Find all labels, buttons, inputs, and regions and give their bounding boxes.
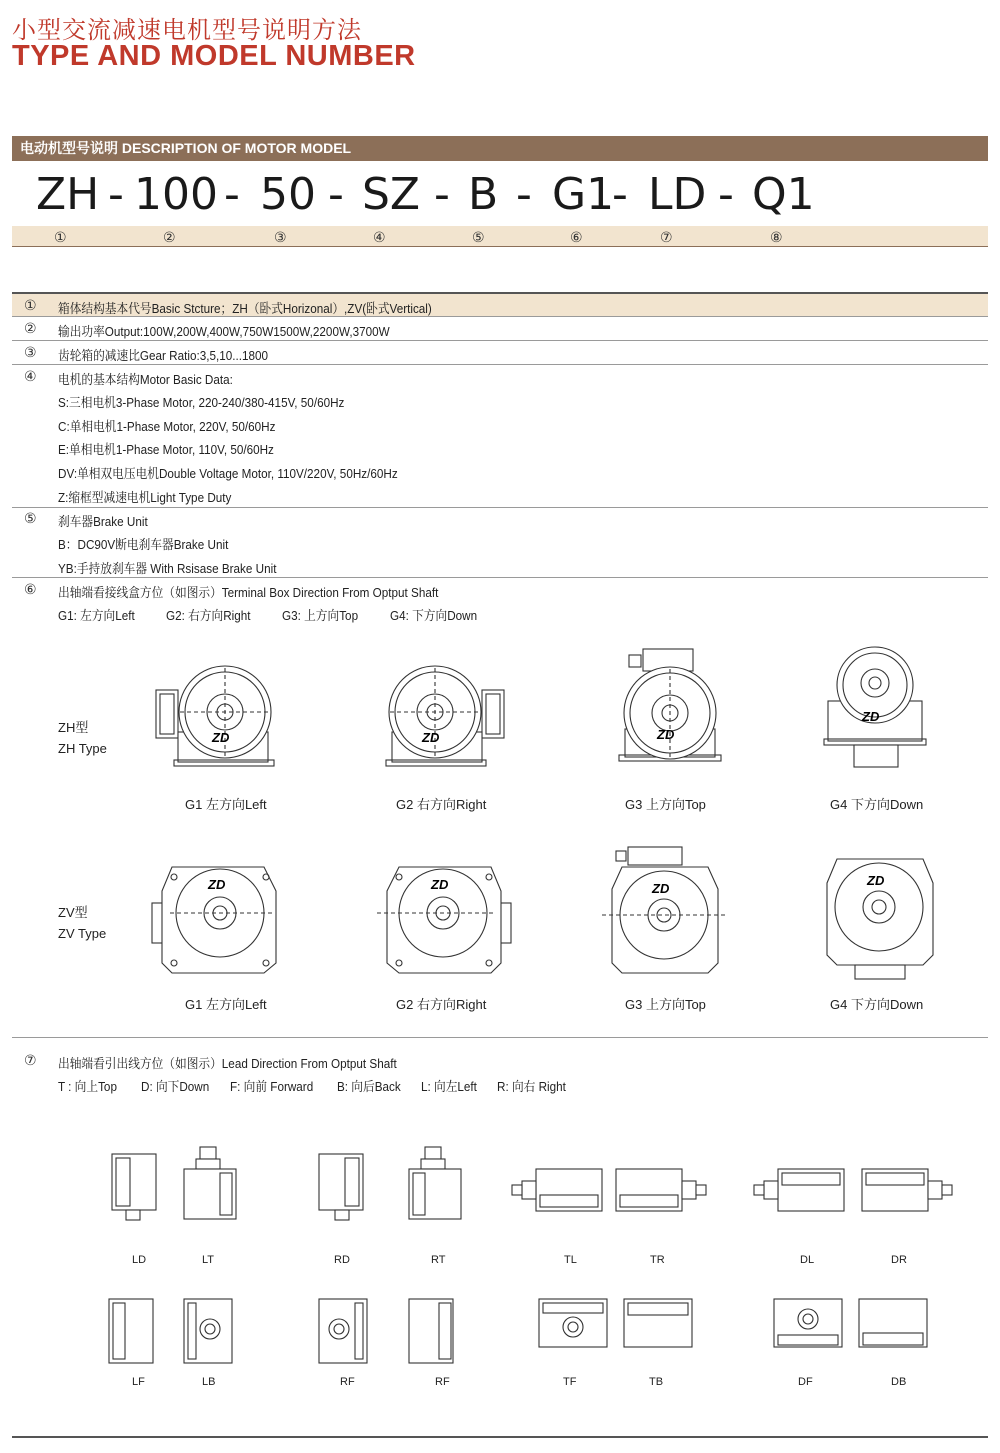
- code-part: ZH: [36, 169, 100, 220]
- option-text: R: 向右 Right: [497, 1079, 566, 1094]
- lead-label: LF: [132, 1376, 145, 1388]
- g-caption: G1 左方向Left: [185, 997, 267, 1012]
- item-text: 输出功率Output:100W,200W,400W,750W1500W,2200W,3700W: [58, 324, 390, 339]
- lead-rf-drawing: [315, 1295, 375, 1370]
- zh-g3-drawing: [615, 645, 725, 775]
- divider: [12, 316, 988, 317]
- page-title-en: TYPE AND MODEL NUMBER: [12, 40, 416, 72]
- page-title-cn: 小型交流减速电机型号说明方法: [12, 17, 362, 44]
- option-text: G2: 右方向Right: [166, 608, 251, 623]
- lead-rd-drawing: [315, 1150, 371, 1225]
- option-text: D: 向下Down: [141, 1079, 210, 1094]
- lead-df-drawing: [770, 1295, 850, 1360]
- code-part: G1: [552, 169, 615, 220]
- zv-type-en: ZV Type: [58, 926, 107, 941]
- lead-label: RD: [334, 1254, 350, 1266]
- item-text: 电机的基本结构Motor Basic Data:: [58, 372, 233, 387]
- zh-type-cn: ZH型: [58, 720, 89, 735]
- item-text: 出轴端看接线盒方位（如图示）Terminal Box Direction From Optput Shaft: [58, 585, 439, 600]
- item-subtext: E:单相电机1-Phase Motor, 110V, 50/60Hz: [58, 442, 274, 457]
- lead-rt-drawing: [405, 1145, 465, 1225]
- g-caption: G3 上方向Top: [625, 797, 706, 812]
- code-number: ③: [274, 229, 287, 245]
- item-number: ⑥: [24, 581, 37, 597]
- divider: [12, 577, 988, 578]
- lead-label: RF: [340, 1376, 355, 1388]
- item-subtext: B：DC90V断电刹车器Brake Unit: [58, 537, 229, 552]
- code-number: ②: [163, 229, 176, 245]
- zv-g1-drawing: [148, 855, 288, 980]
- logo-text: ZD: [431, 877, 449, 892]
- lead-label: DB: [891, 1376, 907, 1388]
- code-number: ⑧: [770, 229, 783, 245]
- section-header: 电动机型号说明 DESCRIPTION OF MOTOR MODEL: [12, 136, 988, 161]
- code-separator: -: [328, 169, 344, 220]
- divider: [12, 507, 988, 508]
- logo-text: ZD: [862, 709, 880, 724]
- code-separator: -: [718, 169, 734, 220]
- logo-text: ZD: [212, 730, 230, 745]
- item-number: ③: [24, 344, 37, 360]
- lead-dl-drawing: [750, 1165, 850, 1220]
- lead-rf2-drawing: [405, 1295, 461, 1370]
- lead-label: TF: [563, 1376, 577, 1388]
- option-text: G1: 左方向Left: [58, 608, 135, 623]
- code-part: B: [468, 169, 499, 220]
- code-part: LD: [648, 169, 707, 220]
- g-caption: G2 右方向Right: [396, 797, 487, 812]
- item-number: ⑤: [24, 510, 37, 526]
- item-number: ②: [24, 320, 37, 336]
- code-number: ④: [373, 229, 386, 245]
- lead-lt-drawing: [180, 1145, 240, 1225]
- lead-tf-drawing: [535, 1295, 615, 1355]
- code-separator: -: [224, 169, 240, 220]
- zh-g4-drawing: [820, 645, 930, 775]
- item-text: 出轴端看引出线方位（如图示）Lead Direction From Optput Shaft: [58, 1056, 397, 1071]
- item-text: 刹车器Brake Unit: [58, 514, 148, 529]
- item-subtext: DV:单相双电压电机Double Voltage Motor, 110V/220V, 50Hz/60Hz: [58, 466, 398, 481]
- code-part: SZ: [362, 169, 421, 220]
- zh-type-en: ZH Type: [58, 741, 107, 756]
- item-text: 齿轮箱的减速比Gear Ratio:3,5,10...1800: [58, 348, 269, 363]
- zh-g1-drawing: [150, 660, 280, 775]
- item-number: ①: [24, 297, 37, 313]
- option-text: F: 向前 Forward: [230, 1079, 314, 1094]
- item-text: 箱体结构基本代号Basic Stcture；ZH（卧式Horizonal）,ZV(卧式Vertical): [58, 301, 432, 316]
- code-number: ①: [54, 229, 67, 245]
- lead-label: DL: [800, 1254, 815, 1266]
- item-number: ④: [24, 368, 37, 384]
- lead-db-drawing: [855, 1295, 935, 1360]
- item-subtext: S:三相电机3-Phase Motor, 220-240/380-415V, 50/60Hz: [58, 395, 345, 410]
- zv-type-cn: ZV型: [58, 905, 88, 920]
- lead-dr-drawing: [858, 1165, 958, 1220]
- g-caption: G2 右方向Right: [396, 997, 487, 1012]
- lead-tr-drawing: [612, 1165, 712, 1220]
- logo-text: ZD: [867, 873, 885, 888]
- lead-label: LD: [132, 1254, 147, 1266]
- code-separator: -: [434, 169, 450, 220]
- divider: [12, 1436, 988, 1438]
- lead-tl-drawing: [508, 1165, 608, 1220]
- logo-text: ZD: [652, 881, 670, 896]
- lead-label: TR: [650, 1254, 665, 1266]
- logo-text: ZD: [657, 727, 675, 742]
- lead-label: RT: [431, 1254, 446, 1266]
- code-number: ⑤: [472, 229, 485, 245]
- code-part: 50: [260, 169, 316, 220]
- option-text: G3: 上方向Top: [282, 608, 359, 623]
- lead-tb-drawing: [620, 1295, 700, 1355]
- divider: [12, 340, 988, 341]
- code-number: ⑦: [660, 229, 673, 245]
- code-separator: -: [612, 169, 628, 220]
- code-part: 100: [134, 169, 218, 220]
- logo-text: ZD: [422, 730, 440, 745]
- code-number: ⑥: [570, 229, 583, 245]
- code-separator: -: [108, 169, 124, 220]
- g-caption: G1 左方向Left: [185, 797, 267, 812]
- item-subtext: Z:缩框型减速电机Light Type Duty: [58, 490, 232, 505]
- g-caption: G4 下方向Down: [830, 797, 924, 812]
- lead-label: DR: [891, 1254, 907, 1266]
- item-number: ⑦: [24, 1052, 37, 1068]
- lead-lb-drawing: [180, 1295, 240, 1370]
- logo-text: ZD: [208, 877, 226, 892]
- lead-label: LT: [202, 1254, 215, 1266]
- divider: [12, 1037, 988, 1038]
- option-text: L: 向左Left: [421, 1079, 477, 1094]
- zv-g3-drawing: [600, 845, 730, 980]
- lead-label: LB: [202, 1376, 216, 1388]
- lead-label: TB: [649, 1376, 664, 1388]
- divider: [12, 364, 988, 365]
- zh-g2-drawing: [380, 660, 510, 775]
- option-text: T : 向上Top: [58, 1079, 117, 1094]
- zv-g2-drawing: [375, 855, 515, 980]
- code-part: Q1: [752, 169, 815, 220]
- zv-g4-drawing: [815, 855, 945, 985]
- lead-label: DF: [798, 1376, 813, 1388]
- option-text: G4: 下方向Down: [390, 608, 478, 623]
- item-subtext: C:单相电机1-Phase Motor, 220V, 50/60Hz: [58, 419, 276, 434]
- item-subtext: YB:手持放刹车器 With Rsisase Brake Unit: [58, 561, 277, 576]
- lead-lf-drawing: [105, 1295, 161, 1370]
- code-separator: -: [516, 169, 532, 220]
- lead-ld-drawing: [108, 1150, 164, 1225]
- option-text: B: 向后Back: [337, 1079, 401, 1094]
- g-caption: G4 下方向Down: [830, 997, 924, 1012]
- lead-label: RF: [435, 1376, 450, 1388]
- lead-label: TL: [564, 1254, 577, 1266]
- g-caption: G3 上方向Top: [625, 997, 706, 1012]
